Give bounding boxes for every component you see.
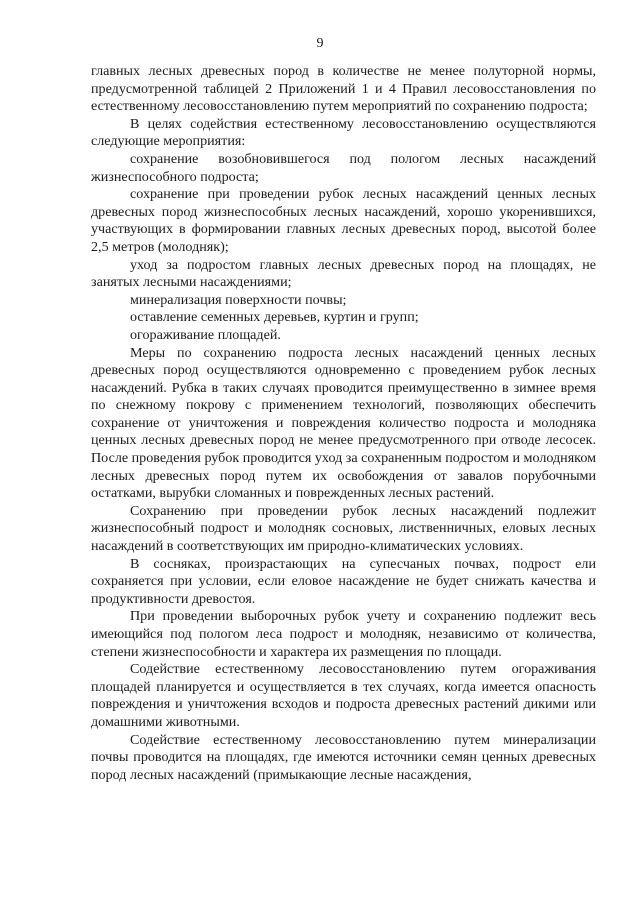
list-item: сохранение при проведении рубок лесных насаждений ценных лесных древесных пород жизнеспособных лесных насаждений, хорошо укоренившихся, участвующих в формировании главных лесных древесных пород, высотой более 2,5 метров (молодняк); — [91, 186, 596, 255]
page-number: 9 — [316, 36, 324, 51]
paragraph: главных лесных древесных пород в количестве не менее полуторной нормы, предусмотренной таблицей 2 Приложений 1 и 4 Правил лесовосстановления по естественному лесовосстановлению путем мероприятий по сохранению подроста; — [91, 63, 596, 115]
paragraph: При проведении выборочных рубок учету и сохранению подлежит весь имеющийся под пологом леса подрост и молодняк, независимо от количества, степени жизнеспособности и характера их размещения по площади. — [91, 608, 596, 660]
paragraph: Меры по сохранению подроста лесных насаждений ценных лесных древесных пород осуществляются одновременно с проведением рубок лесных насаждений. Рубка в таких случаях проводится преимущественно в зимнее время по снежному покрову с применением технологий, позволяющих обеспечить сохранение от уничтожения и повреждения количество подроста и молодняка ценных лесных древесных пород не менее предусмотренного при отводе лесосек. После проведения рубок проводится уход за сохраненным подростом и молодняком лесных древесных пород путем их освобождения от завалов порубочными остатками, вырубки сломанных и поврежденных лесных растений. — [91, 344, 597, 502]
paragraph: Сохранению при проведении рубок лесных насаждений подлежит жизнеспособный подрост и молодняк сосновых, лиственничных, еловых лесных насаждений в соответствующих им природно-климатических условиях. — [91, 502, 596, 555]
paragraph: В целях содействия естественному лесовосстановлению осуществляются следующие мероприятия: — [91, 115, 596, 150]
list-item: оставление семенных деревьев, куртин и групп; — [130, 309, 419, 326]
paragraph: Содействие естественному лесовосстановлению путем огораживания площадей планируется и осуществляется в тех случаях, когда имеется опасность повреждения и уничтожения всходов и подроста древесных растений дикими или домашними животными. — [91, 661, 596, 730]
list-item: огораживание площадей. — [130, 326, 281, 343]
list-item: уход за подростом главных лесных древесных пород на площадях, не занятых лесными насаждениями; — [91, 256, 596, 291]
document-body — [91, 63, 596, 784]
list-item: минерализация поверхности почвы; — [130, 291, 347, 308]
list-item: сохранение возобновившегося под пологом лесных насаждений жизнеспособного подроста; — [91, 150, 596, 185]
paragraph: В сосняках, произрастающих на супесчаных почвах, подрост ели сохраняется при условии, если еловое насаждение не будет снижать качества и продуктивности древостоя. — [91, 555, 596, 607]
paragraph: Содействие естественному лесовосстановлению путем минерализации почвы проводится на площадях, где имеются источники семян ценных древесных пород лесных насаждений (примыкающие лесные насаждения, — [91, 731, 596, 783]
